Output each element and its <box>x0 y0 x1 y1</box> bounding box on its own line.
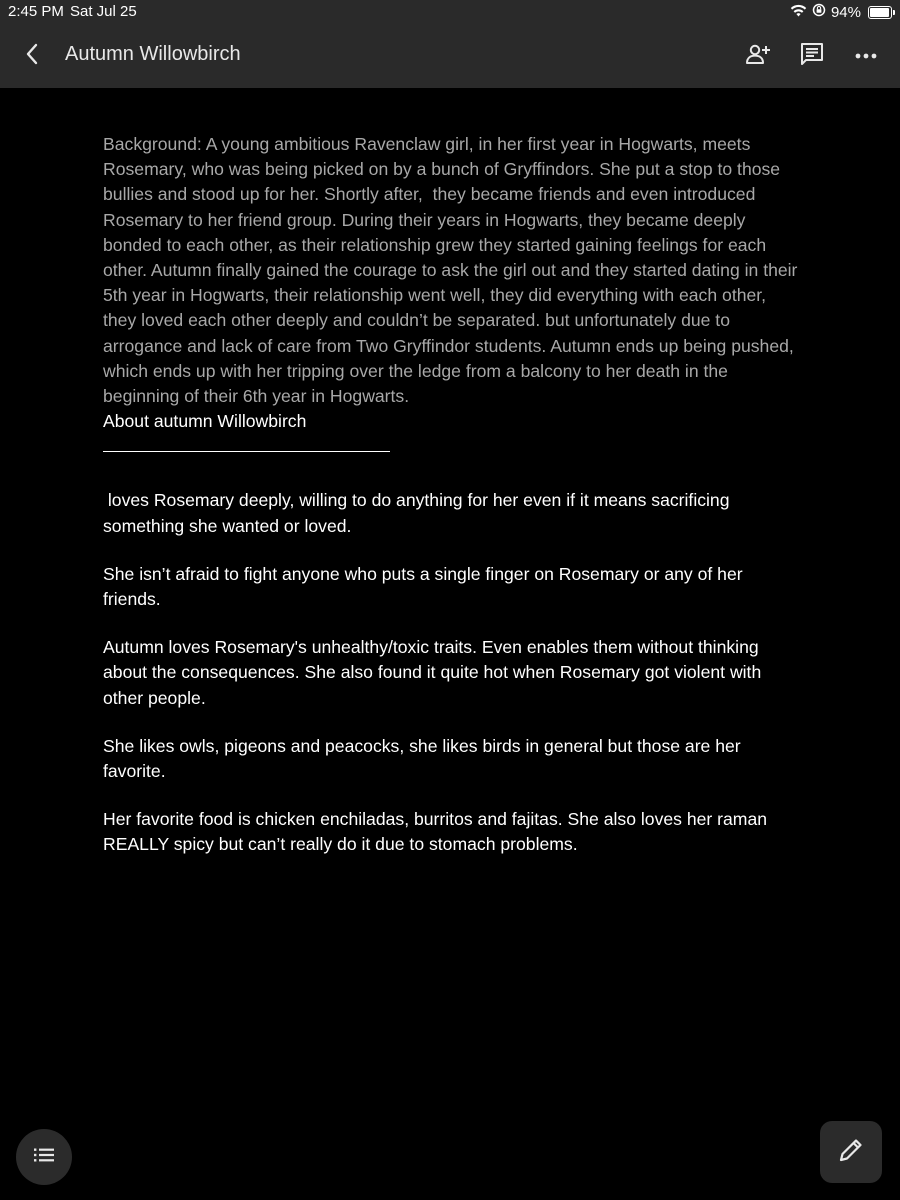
status-indicators <box>790 3 892 21</box>
edit-button[interactable] <box>820 1121 882 1183</box>
app-bar <box>0 24 900 88</box>
status-bar <box>0 0 900 24</box>
battery-percent: 94% <box>830 3 861 21</box>
heading-underline <box>103 434 803 458</box>
orientation-lock-icon <box>812 3 826 21</box>
battery-icon <box>868 6 892 19</box>
status-date: Sat Jul 25 <box>70 3 137 20</box>
comment-icon <box>800 42 824 71</box>
paragraph: loves Rosemary deeply, willing to do anything for her even if it means sacrificing something she wanted or loved. <box>103 490 735 536</box>
paragraph: Autumn loves Rosemary's unhealthy/toxic traits. Even enables them without thinking about the consequences. She also found it quite hot when Rosemary got violent with other people. <box>103 637 767 708</box>
back-arrow-icon <box>25 43 39 70</box>
about-heading: About autumn Willowbirch <box>103 411 307 432</box>
list-outline-icon <box>34 1148 54 1167</box>
comments-button[interactable] <box>792 38 832 74</box>
document-title: Autumn Willowbirch <box>65 43 241 65</box>
more-options-button[interactable] <box>846 38 886 74</box>
document-outline-button[interactable] <box>16 1129 72 1185</box>
paragraph: Her favorite food is chicken enchiladas, burritos and fajitas. She also loves her raman REALLY spicy but can’t really do it due to stomach problems. <box>103 809 772 855</box>
battery-fill <box>870 8 889 17</box>
share-button[interactable] <box>738 38 778 74</box>
app-actions <box>738 38 886 74</box>
document-body[interactable] <box>103 132 803 858</box>
paragraph: She likes owls, pigeons and peacocks, she likes birds in general but those are her favorite. <box>103 735 746 782</box>
add-person-icon <box>745 42 771 71</box>
more-vertical-icon <box>854 47 878 65</box>
background-paragraph: Background: A young ambitious Ravenclaw girl, in her first year in Hogwarts, meets Rosemary, who was being picked on by a bunch of Gryffindors. She put a stop to those bullies and stood up for her. Shortly after, they became friends and even introduced Rosemary to her friend group. During their years in Hogwarts, they became deeply bonded to each other, as their relationship grew they started gaining feelings for each other. Autumn finally gained the courage to ask the girl out and they started dating in their 5th year in Hogwarts, their relationship went well, they did everything with each other, they loved each other deeply and couldn’t be separated. but unfortunately due to arrogance and lack of care from Two Gryffindor students. Autumn ends up being pushed, which ends up with her tripping over the ledge from a balcony to her death in the beginning of their 6th year in Hogwarts. <box>103 134 803 407</box>
back-button[interactable] <box>16 40 48 72</box>
status-time: 2:45 PM <box>8 3 64 20</box>
paragraph: She isn’t afraid to fight anyone who puts a single finger on Rosemary or any of her friends. <box>103 563 748 610</box>
pencil-icon <box>838 1137 864 1168</box>
wifi-icon <box>790 4 807 21</box>
